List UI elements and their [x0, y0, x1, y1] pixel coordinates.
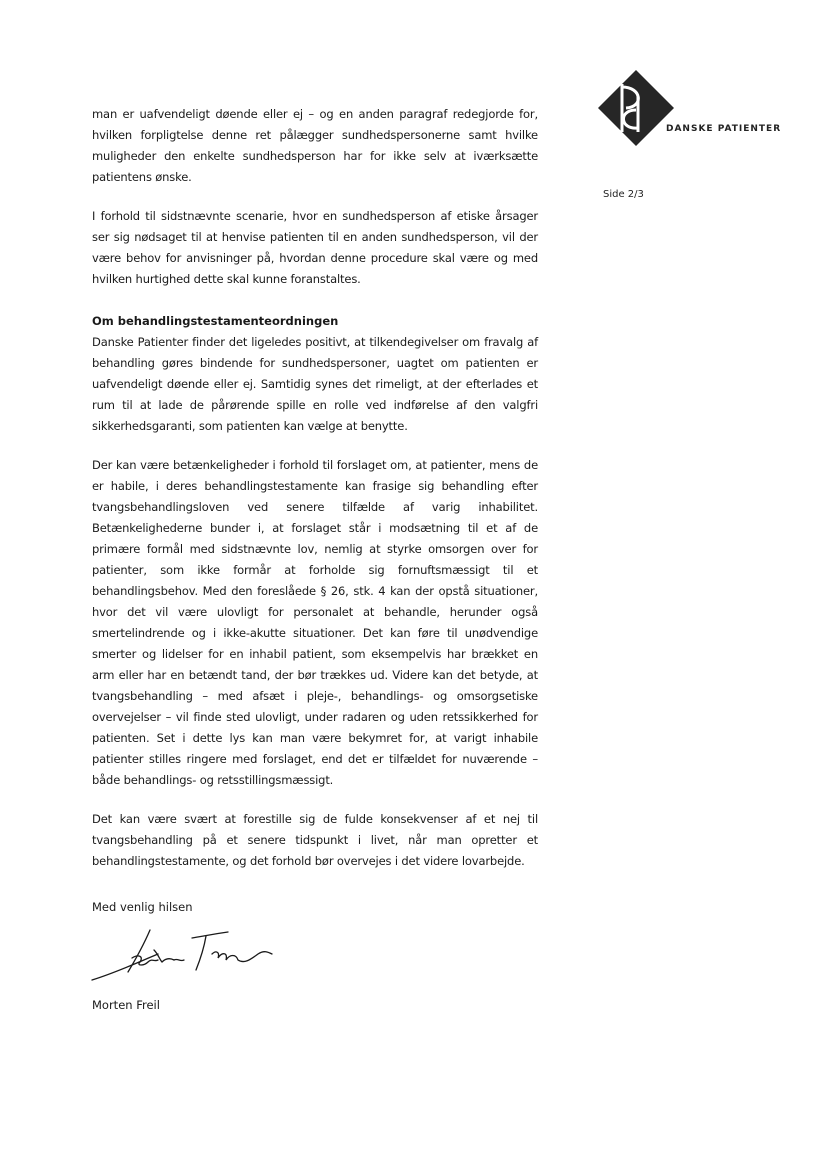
dp-diamond-logo-icon	[598, 70, 682, 154]
paragraph-5: Det kan være svært at forestille sig de fulde konsekvenser af et nej til tvangsbehandling på et senere tidspunkt i livet, når man opretter et behandlingstestamente, og det forhold bør overvejes i det videre lovarbejde.	[92, 812, 538, 868]
organization-name: DANSKE PATIENTER	[666, 124, 782, 134]
paragraph-2: I forhold til sidstnævnte scenarie, hvor en sundhedsperson af etiske årsager ser sig nødsaget til at henvise patienten til en anden sundhedsperson, vil der være behov for anvisninger på, hvordan denne procedure skal være og med hvilken hurtighed dette skal kunne foranstaltes.	[92, 209, 538, 286]
paragraph-4: Der kan være betænkeligheder i forhold til forslaget om, at patienter, mens de er habile, i deres behandlingstestamente kan frasige sig behandling efter tvangsbehandlingsloven ved senere tilfælde af varig inhabilitet. Betænkelighederne bunder i, at forslaget står i modsætning til et af de primære formål med sidstnævnte lov, nemlig at styrke omsorgen over for patienter, som ikke formår at forholde sig fornuftsmæssigt til et behandlingsbehov. Med den foreslåede § 26, stk. 4 kan der opstå situationer, hvor det vil være ulovligt for personalet at behandle, herunder også smertelindrende og i ikke-akutte situationer. Det kan føre til unødvendige smerter og lidelser for en inhabil patient, som eksempelvis har brækket en arm eller har en betændt tand, der bør trækkes ud. Videre kan det betyde, at tvangsbehandling – med afsæt i pleje-, behandlings- og omsorgsetiske overvejelser – vil finde sted ulovligt, under radaren og uden retssikkerhed for patienten. Set i dette lys kan man være bekymret for, at varigt inhabile patienter stilles ringere med forslaget, end det er tilfældet for nuværende – både behandlings- og retsstillingsmæssigt.	[92, 458, 538, 787]
paragraph-1: man er uafvendeligt døende eller ej – og en anden paragraf redegjorde for, hvilken forpligtelse denne ret pålægger sundhedspersonerne samt hvilke muligheder den enkelte sundhedsperson har for ikke selv at iværksætte patientens ønske.	[92, 107, 538, 184]
signer-name: Morten Freil	[92, 998, 160, 1012]
section-heading: Om behandlingstestamenteordningen	[92, 314, 339, 328]
danske-patienter-logo	[598, 70, 682, 154]
paragraph-3: Danske Patienter finder det ligeledes positivt, at tilkendegivelser om fravalg af behandling gøres bindende for sundhedspersoner, uagtet om patienten er uafvendeligt døende eller ej. Samtidig synes det rimeligt, at der efterlades et rum til at lade de pårørende spille en rolle ved indførelse af den valgfri sikkerhedsgaranti, som patienten kan vælge at benytte.	[92, 335, 538, 433]
closing-greeting: Med venlig hilsen	[92, 900, 193, 914]
page-number: Side 2/3	[603, 189, 644, 200]
letter-body	[92, 104, 538, 890]
signature-icon	[88, 924, 278, 992]
handwritten-signature	[88, 924, 278, 992]
